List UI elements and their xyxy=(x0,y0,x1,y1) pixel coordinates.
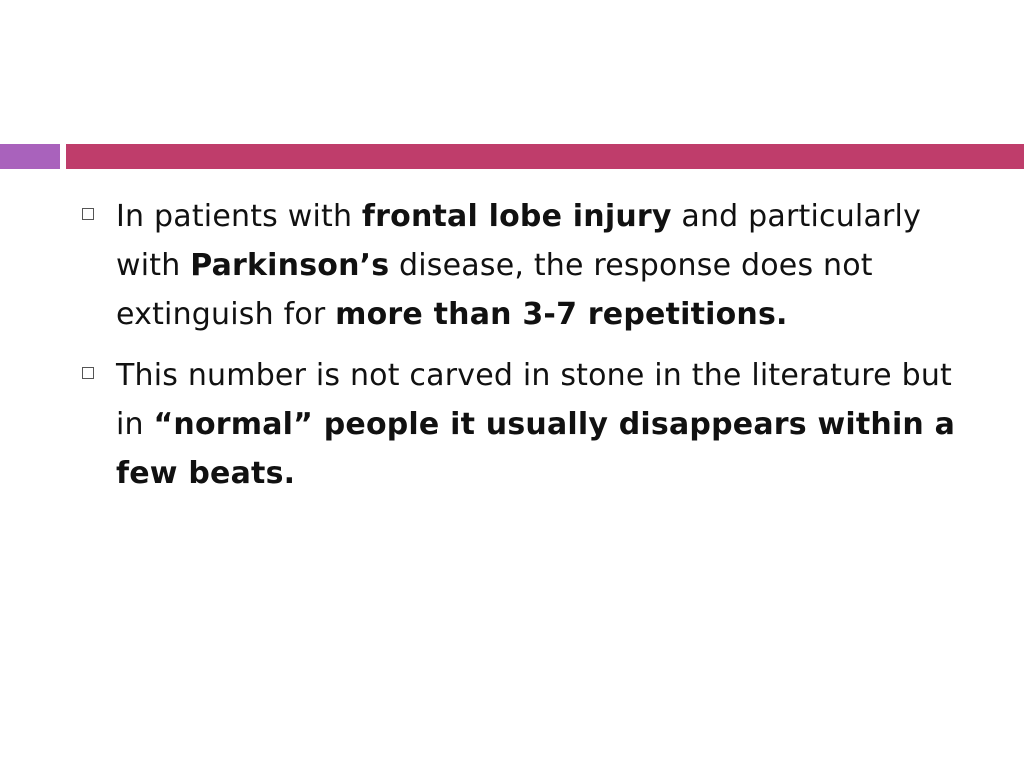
bullet-1-seg-5: disease, the response does not extinguish for xyxy=(116,248,873,332)
accent-bar-right xyxy=(66,144,1024,169)
bullet-2-seg-1: This number is not carved in stone in the literature but in xyxy=(116,358,952,442)
square-bullet-icon xyxy=(82,208,94,220)
bullet-1-seg-4: Parkinson’s xyxy=(190,248,390,283)
bullet-1-seg-2: frontal lobe injury xyxy=(361,199,672,234)
bullet-1-seg-3: and particularly with xyxy=(116,199,922,283)
bullet-item-1 xyxy=(78,192,988,339)
bullet-item-2 xyxy=(78,351,988,498)
square-bullet-icon xyxy=(82,367,94,379)
accent-bar-left xyxy=(0,144,60,169)
bullet-2-seg-2: “normal” people it usually disappears within a few beats. xyxy=(116,407,956,491)
bullet-1-seg-1: In patients with xyxy=(116,199,362,234)
bullet-1-seg-6: more than 3-7 repetitions. xyxy=(335,297,788,332)
bullet-list xyxy=(78,192,988,510)
